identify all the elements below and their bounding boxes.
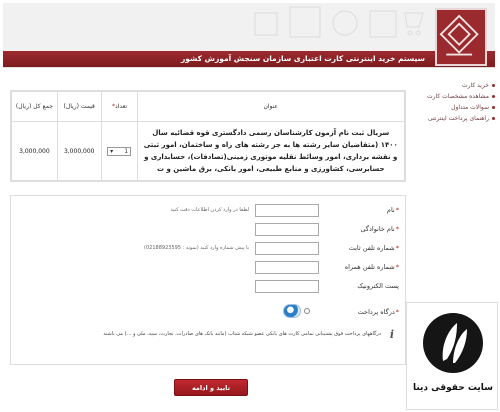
mobile-label: * شماره تلفن همراه — [345, 263, 399, 271]
row-title: سریال ثبت نام آزمون کارشناسان رسمی دادگستری قوه قضائیه سال ۱۴۰۰ (متقاضیان سایر رشته ها به جز رشته های راه و ساختمان، امور ثبتی و نقشه برداری، امور وسائط نقلیه موتوری زمینی(تصادفات)، حسابداری و حسابرسی، کشاورزی و منابع طبیعی، امور بانکی، برق ماشین و ت — [137, 122, 405, 181]
submit-button[interactable]: تایید و ادامه — [174, 379, 248, 396]
first-name-input[interactable] — [255, 204, 319, 217]
product-table — [10, 90, 406, 182]
organization-logo — [435, 8, 487, 66]
gateway-note — [17, 327, 397, 341]
header-price: قیمت (ریال) — [57, 92, 101, 122]
watermark-text: سایت حقوقی دینا — [412, 383, 494, 393]
form-hint: لطفا در وارد کردن اطلاعات دقت کنید — [170, 207, 249, 213]
sidebar-item-label: مشاهده مشخصات کارت — [426, 93, 489, 100]
info-icon: i — [389, 327, 395, 341]
bullet-icon — [492, 106, 495, 109]
row-price: 3,000,000 — [57, 122, 101, 181]
sidebar-item-payment-guide[interactable] — [405, 113, 495, 124]
sidebar-item-label: سوالات متداول — [451, 104, 489, 111]
sidebar — [405, 80, 495, 124]
phone-label: * شماره تلفن ثابت — [349, 244, 399, 252]
sidebar-item-buy-card[interactable] — [405, 80, 495, 91]
email-label: پست الکترونیک — [357, 282, 399, 290]
header-total: جمع کل (ریال) — [12, 92, 58, 122]
last-name-label: * نام خانوادگی — [360, 225, 399, 233]
sidebar-item-view-card[interactable] — [405, 91, 495, 102]
product-table-header — [12, 92, 405, 122]
form-row-gateway — [11, 306, 407, 320]
phone-input[interactable] — [255, 242, 319, 255]
bullet-icon — [492, 117, 495, 120]
gateway-label: * درگاه پرداخت — [358, 308, 399, 316]
watermark-feather-icon — [423, 313, 483, 373]
table-row — [12, 122, 405, 181]
row-qty-cell — [101, 122, 137, 181]
form-row-last-name — [11, 223, 407, 237]
form-row-mobile — [11, 261, 407, 275]
form-row-first-name — [11, 204, 407, 218]
bullet-icon — [492, 95, 495, 98]
header-qty: * تعداد — [101, 92, 137, 122]
chevron-down-icon: ▾ — [110, 147, 114, 155]
sidebar-item-faq[interactable] — [405, 102, 495, 113]
mobile-input[interactable] — [255, 261, 319, 274]
bullet-icon — [492, 84, 495, 87]
header-pattern — [245, 3, 435, 51]
header-title: سیستم خرید اینترنتی کارت اعتباری سازمان سنجش آموزش کشور — [180, 54, 425, 63]
watermark-logo — [423, 313, 483, 373]
header-title: عنوان — [137, 92, 405, 122]
row-total: 3,000,000 — [12, 122, 58, 181]
phone-hint: با پیش شماره وارد کنید (نمونه : 02188923595) — [144, 245, 249, 251]
last-name-input[interactable] — [255, 223, 319, 236]
gateway-radio[interactable] — [304, 308, 310, 314]
gateway-note-text: درگاههای پرداخت فوق پشتیبانی تمامی کارت های بانکی عضو شبکه شتاب (مانند بانک های صادرات، تجارت، سپه، ملی و ...) می باشند — [103, 331, 381, 337]
form-row-email — [11, 280, 407, 294]
quantity-select[interactable] — [107, 147, 131, 156]
sidebar-item-label: راهنمای پرداخت اینترنتی — [427, 115, 489, 122]
gateway-option[interactable] — [283, 304, 310, 318]
watermark — [406, 302, 498, 410]
bank-logo-icon — [283, 304, 301, 318]
first-name-label: * نام — [387, 206, 399, 214]
logo-emblem-icon — [437, 10, 485, 64]
form-row-phone — [11, 242, 407, 256]
sidebar-item-label: خرید کارت — [462, 82, 489, 89]
email-input[interactable] — [255, 280, 319, 293]
header — [3, 3, 495, 68]
quantity-value: 1 — [124, 147, 129, 155]
buyer-form — [10, 195, 406, 365]
